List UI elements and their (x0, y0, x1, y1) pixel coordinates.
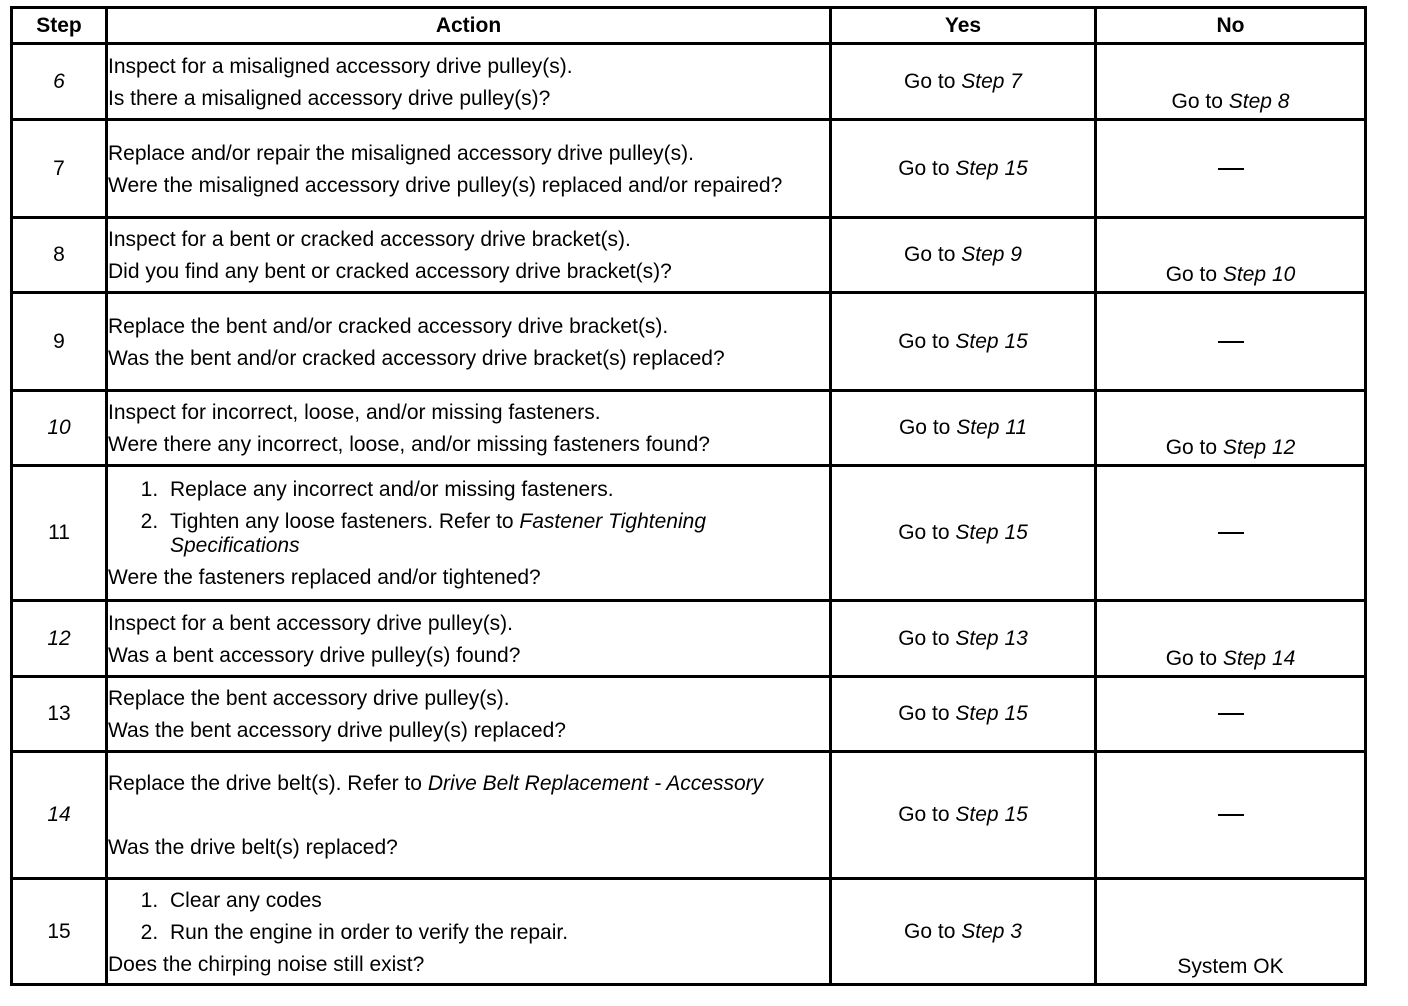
go-to-text: Go to (898, 156, 950, 180)
action-question: Were the fasteners replaced and/or tightened? (108, 566, 541, 589)
step-number: 11 (12, 466, 107, 601)
yes-cell (831, 601, 1096, 677)
action-question: Was the drive belt(s) replaced? (108, 836, 398, 859)
action-cell (107, 218, 831, 293)
action-cell (107, 466, 831, 601)
no-step-link[interactable]: Step 14 (1222, 647, 1296, 670)
action-steps-list (108, 478, 829, 558)
no-cell (1096, 601, 1366, 677)
step-number: 7 (12, 120, 107, 218)
go-to-text: Go to (898, 329, 950, 353)
action-instruction: Inspect for a bent or cracked accessory drive bracket(s). (108, 228, 631, 251)
action-question: Was the bent and/or cracked accessory drive bracket(s) replaced? (108, 346, 725, 370)
diagnostic-table (10, 6, 1367, 986)
table-row (12, 44, 1366, 120)
list-item: 1. Replace any incorrect and/or missing fasteners. (164, 478, 829, 502)
action-cell (107, 752, 831, 879)
go-to-text: Go to (898, 416, 951, 439)
table-row (12, 391, 1366, 466)
yes-cell (831, 218, 1096, 293)
yes-step-link[interactable]: Step 15 (955, 803, 1028, 826)
go-to-text: Go to (1165, 263, 1218, 286)
table-row (12, 218, 1366, 293)
go-to-text: Go to (904, 69, 956, 93)
action-question: Is there a misaligned accessory drive pulley(s)? (108, 86, 551, 110)
header-yes: Yes (831, 8, 1096, 44)
fastener-spec-link[interactable]: Fastener Tightening Specifications (170, 510, 707, 557)
drive-belt-replacement-link[interactable]: Drive Belt Replacement - Accessory (427, 772, 764, 795)
yes-step-link[interactable]: Step 3 (961, 919, 1022, 943)
no-cell (1096, 752, 1366, 879)
go-to-text: Go to (1165, 436, 1218, 459)
action-cell (107, 601, 831, 677)
action-steps-list (108, 889, 829, 945)
table-row (12, 466, 1366, 601)
action-instruction: Inspect for a bent accessory drive pulley(s). (108, 611, 514, 635)
action-question: Was the bent accessory drive pulley(s) replaced? (108, 719, 566, 742)
go-to-text: Go to (1165, 647, 1218, 670)
no-cell (1096, 391, 1366, 466)
action-instruction: Replace the drive belt(s). Refer to Drive Belt Replacement - Accessory (108, 772, 764, 795)
action-instruction: Inspect for incorrect, loose, and/or missing fasteners. (108, 401, 601, 424)
no-step-link[interactable]: Step 8 (1228, 90, 1290, 113)
action-question: Does the chirping noise still exist? (108, 952, 425, 976)
action-question: Did you find any bent or cracked accessory drive bracket(s)? (108, 260, 672, 283)
table-row (12, 879, 1366, 985)
step-number: 14 (12, 752, 107, 879)
yes-step-link[interactable]: Step 15 (955, 156, 1028, 180)
go-to-text: Go to (898, 626, 950, 650)
go-to-text: Go to (898, 702, 950, 725)
go-to-text: Go to (904, 243, 956, 266)
no-cell (1096, 44, 1366, 120)
step-number: 13 (12, 677, 107, 752)
action-cell (107, 293, 831, 391)
no-step-link[interactable]: Step 10 (1222, 263, 1296, 286)
list-item: 2. Run the engine in order to verify the repair. (164, 921, 829, 945)
yes-step-link[interactable]: Step 15 (955, 521, 1028, 544)
action-cell (107, 44, 831, 120)
step-number: 15 (12, 879, 107, 985)
header-step: Step (12, 8, 107, 44)
dash-mark (1218, 713, 1244, 715)
no-cell (1096, 466, 1366, 601)
yes-cell (831, 120, 1096, 218)
spacer (108, 804, 829, 836)
yes-step-link[interactable]: Step 15 (955, 329, 1028, 353)
table-row (12, 120, 1366, 218)
list-item: 2. Tighten any loose fasteners. Refer to Fastener Tightening Specifications (164, 510, 829, 558)
no-cell (1096, 218, 1366, 293)
action-question: Were the misaligned accessory drive pulley(s) replaced and/or repaired? (108, 173, 783, 197)
yes-step-link[interactable]: Step 15 (955, 702, 1028, 725)
table-row (12, 293, 1366, 391)
dash-mark (1218, 341, 1244, 343)
action-cell (107, 120, 831, 218)
yes-cell (831, 391, 1096, 466)
action-instruction: Replace the bent accessory drive pulley(s). (108, 687, 510, 710)
yes-step-link[interactable]: Step 9 (961, 243, 1022, 266)
table-row (12, 677, 1366, 752)
yes-step-link[interactable]: Step 11 (956, 416, 1028, 439)
table-row (12, 752, 1366, 879)
no-cell (1096, 879, 1366, 985)
go-to-text: Go to (898, 521, 950, 544)
yes-step-link[interactable]: Step 7 (961, 69, 1022, 93)
dash-mark (1218, 814, 1244, 816)
go-to-text: Go to (898, 803, 950, 826)
action-question: Were there any incorrect, loose, and/or missing fasteners found? (108, 433, 710, 456)
no-cell (1096, 120, 1366, 218)
header-no: No (1096, 8, 1366, 44)
action-instruction: Inspect for a misaligned accessory drive pulley(s). (108, 54, 573, 78)
action-instruction: Replace the bent and/or cracked accessory drive bracket(s). (108, 314, 669, 338)
no-cell (1096, 293, 1366, 391)
step-number: 12 (12, 601, 107, 677)
yes-cell (831, 293, 1096, 391)
list-item: 1. Clear any codes (164, 889, 829, 913)
step-number: 10 (12, 391, 107, 466)
go-to-text: Go to (1171, 90, 1223, 113)
system-ok-text: System OK (1177, 955, 1284, 978)
header-row (12, 8, 1366, 44)
yes-step-link[interactable]: Step 13 (955, 626, 1028, 650)
step-number: 6 (12, 44, 107, 120)
yes-cell (831, 466, 1096, 601)
action-cell (107, 677, 831, 752)
step-number: 9 (12, 293, 107, 391)
yes-cell (831, 677, 1096, 752)
action-question: Was a bent accessory drive pulley(s) found? (108, 643, 521, 667)
no-step-link[interactable]: Step 12 (1222, 436, 1296, 459)
action-cell (107, 879, 831, 985)
yes-cell (831, 879, 1096, 985)
dash-mark (1218, 168, 1244, 170)
no-cell (1096, 677, 1366, 752)
step-number: 8 (12, 218, 107, 293)
go-to-text: Go to (904, 919, 956, 943)
header-action: Action (107, 8, 831, 44)
table-row (12, 601, 1366, 677)
dash-mark (1218, 532, 1244, 534)
yes-cell (831, 44, 1096, 120)
action-cell (107, 391, 831, 466)
action-instruction: Replace and/or repair the misaligned accessory drive pulley(s). (108, 141, 694, 165)
yes-cell (831, 752, 1096, 879)
